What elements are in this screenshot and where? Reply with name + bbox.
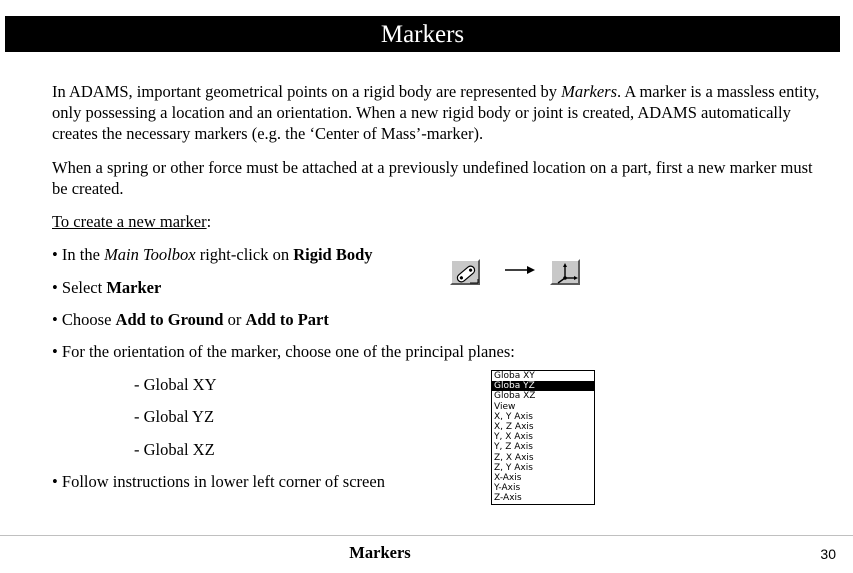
orientation-option[interactable]: Z-Axis bbox=[494, 493, 522, 504]
plane-global-yz: - Global YZ bbox=[134, 407, 215, 426]
plane-global-xy: - Global XY bbox=[134, 375, 217, 394]
step-3-text-b: or bbox=[223, 310, 246, 329]
howto-heading-line bbox=[52, 211, 211, 232]
intro-text-a: In ADAMS, important geometrical points on a rigid body are represented by bbox=[52, 82, 562, 101]
step-2-text-a: • Select bbox=[52, 278, 107, 297]
howto-heading: To create a new marker bbox=[52, 212, 207, 231]
orientation-option[interactable]: Z, Y Axis bbox=[494, 462, 533, 473]
orientation-option-selected[interactable]: Globa YZ bbox=[492, 381, 594, 391]
intro-paragraph-1 bbox=[52, 81, 822, 144]
step-1 bbox=[52, 244, 373, 265]
step-4: • For the orientation of the marker, choose one of the principal planes: bbox=[52, 342, 515, 361]
intro-text-b: . A marker is a massless entity, only possessing a location and an orientation. When a new rigid body or joint is created, ADAMS automatically creates the necessary markers (e.g. the ‘Center of Mass’-marker). bbox=[52, 82, 820, 143]
footer-title: Markers bbox=[349, 543, 411, 562]
step-1-text-b: right-click on bbox=[195, 245, 294, 264]
step-2 bbox=[52, 277, 161, 298]
orientation-option[interactable]: X, Y Axis bbox=[494, 411, 533, 422]
orientation-listbox[interactable] bbox=[491, 370, 595, 505]
step-1-text-a: • In the bbox=[52, 245, 105, 264]
marker-tool-icon[interactable] bbox=[550, 259, 580, 285]
orientation-option[interactable]: X, Z Axis bbox=[494, 421, 534, 432]
howto-heading-colon: : bbox=[206, 212, 212, 231]
orientation-option[interactable]: Z, X Axis bbox=[494, 452, 534, 463]
step-5: • Follow instructions in lower left corner of screen bbox=[52, 472, 385, 491]
marker-icon-graphic bbox=[552, 261, 582, 287]
right-arrow-icon bbox=[505, 262, 535, 278]
marker-term: Marker bbox=[106, 278, 162, 297]
rigid-body-tool-icon[interactable] bbox=[450, 259, 480, 285]
add-to-ground-term: Add to Ground bbox=[115, 310, 224, 329]
slide-title: Markers bbox=[5, 16, 840, 52]
orientation-option[interactable]: Globa XY bbox=[494, 371, 535, 381]
rigid-body-term: Rigid Body bbox=[293, 245, 373, 264]
orientation-option[interactable]: Y, X Axis bbox=[494, 432, 533, 443]
markers-term: Markers bbox=[561, 82, 617, 101]
orientation-option[interactable]: Y, Z Axis bbox=[494, 442, 533, 453]
step-3-text-a: • Choose bbox=[52, 310, 116, 329]
main-toolbox-term: Main Toolbox bbox=[104, 245, 196, 264]
orientation-option[interactable]: Globa XZ bbox=[494, 391, 536, 402]
page-number: 30 bbox=[820, 546, 836, 562]
rigid-body-icon-graphic bbox=[452, 261, 482, 287]
orientation-option[interactable]: X-Axis bbox=[494, 472, 522, 483]
orientation-option[interactable]: View bbox=[494, 401, 516, 412]
plane-global-xz: - Global XZ bbox=[134, 440, 215, 459]
add-to-part-term: Add to Part bbox=[245, 310, 329, 329]
orientation-option[interactable]: Y-Axis bbox=[494, 483, 521, 494]
intro-paragraph-2: When a spring or other force must be attached at a previously undefined location on a part, first a new marker must be created. bbox=[52, 158, 813, 198]
step-3 bbox=[52, 309, 329, 330]
footer-divider bbox=[0, 535, 853, 536]
